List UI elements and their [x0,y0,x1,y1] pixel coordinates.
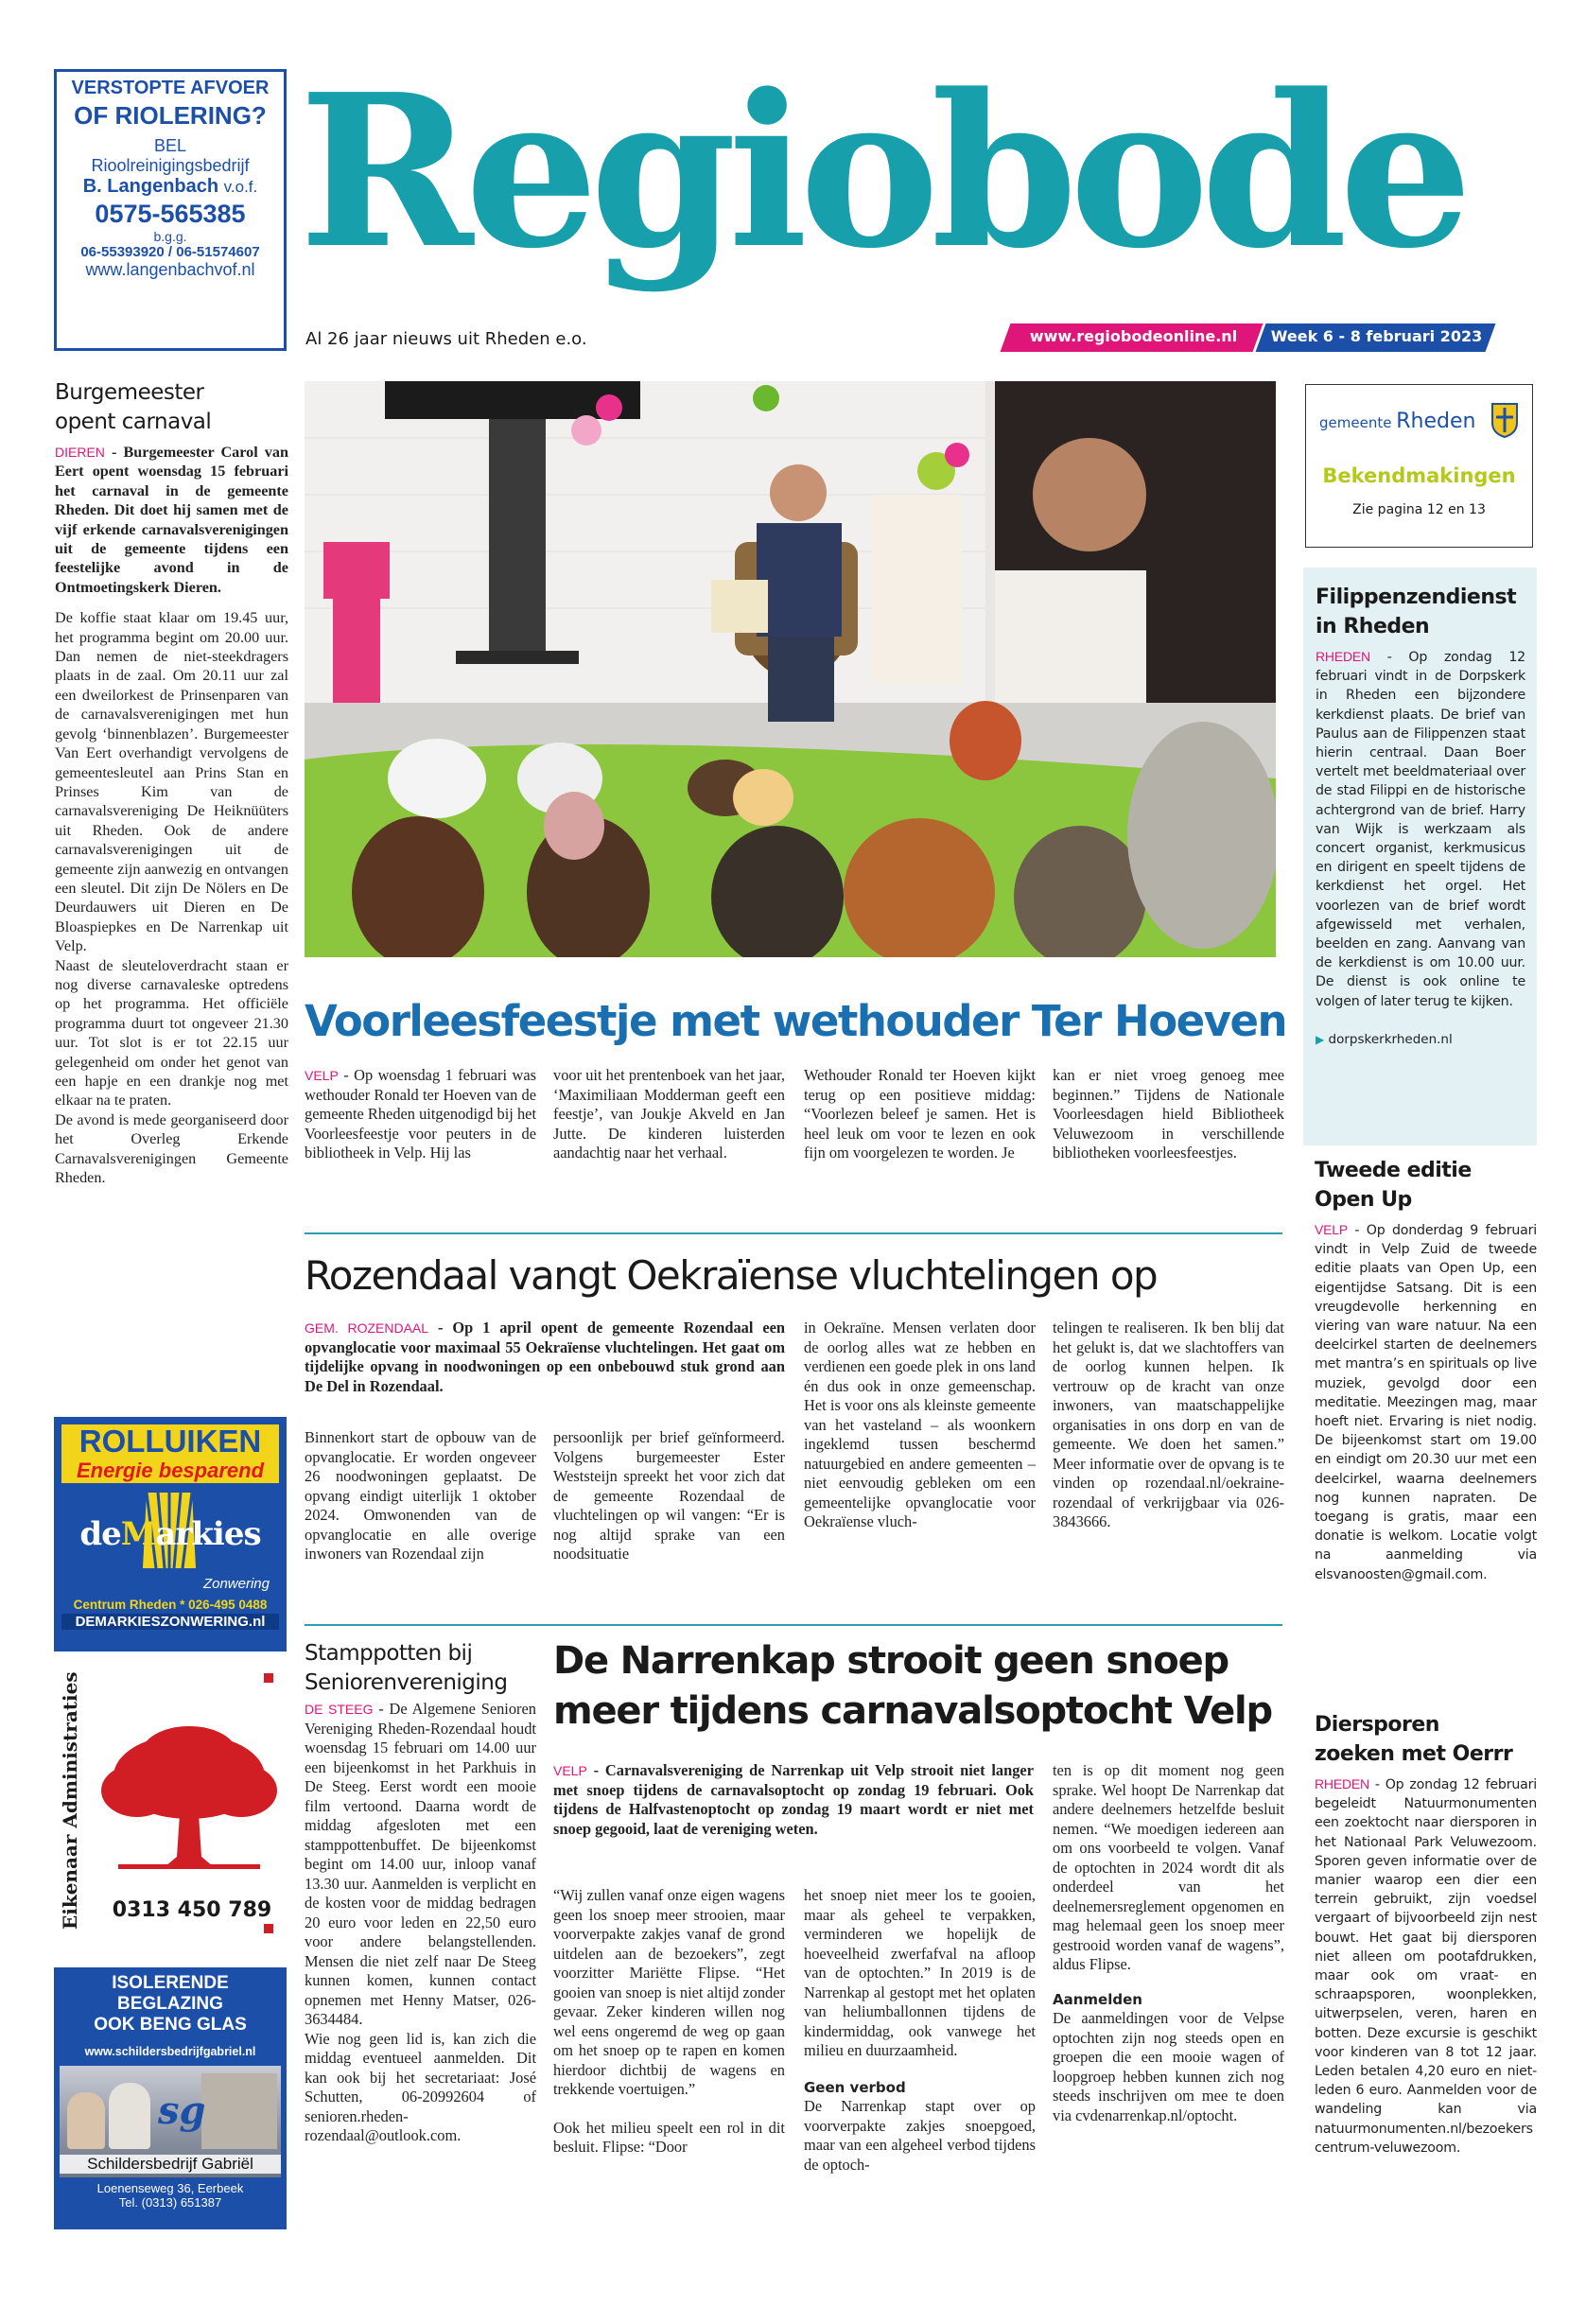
gemeente-label [1319,410,1475,433]
voorlees-col-3: Wethouder Ronald ter Hoeven kijkt terug op een positieve middag: “Voorlezen beleef je samen. Het is heel leuk om voor te lezen en ook fijn om voorgelezen te worden. Je [804,1066,1036,1162]
ad-rolluiken-title: ROLLUIKEN [61,1424,279,1459]
headline-diersporen-1: Diersporen [1315,1713,1439,1737]
headline-stamppotten-1: Stamppotten bij [305,1641,473,1666]
diersporen-body: - Op zondag 12 februari begeleidt Natuurmonumenten een zoektocht naar diersporen in het Nationaal Park Veluwezoom. Sporen geven informatie over de manier waarop een dier een terrein gebruikt, zijn voedsel vergaart of bijvoorbeeld zijn nest bouwt. Het gaat bij diersporen niet alleen om pootafdrukken, maar ook om vraat- en schraapsporen, woonplekken, uitwerpselen, veren, haren en botten. Deze excursie is geschikt voor kinderen van 8 tot 12 jaar. Leden betalen 4,20 euro en niet-leden 6 euro. Aanmelden voor de wandeling kan via natuurmonumenten.nl/bezoekers centrum-veluwezoom. [1315,1777,1537,2156]
paragraph: De avond is mede georganiseerd door het Overleg Erkende Carnavalsverenigingen Gemeente Rheden. [55,1110,288,1187]
article-stamppotten [305,1639,536,2146]
sidebar-diersporen [1305,1710,1537,2158]
divider [305,1624,1282,1626]
photo-voorleesfeestje [305,381,1276,957]
eikenaar-red-square-icon [264,1924,273,1933]
eikenaar-vertical-label: Eikenaar Administraties [59,1671,81,1930]
dateline-velp: VELP [553,1763,587,1778]
voorlees-col-4: kan er niet vroeg genoeg mee beginnen.” Tijdens de Nationale Voorleesdagen hield Bibliotheek Veluwezoom in verschillende bibliotheken voorleesfeestjes. [1053,1066,1284,1162]
article-burgemeester [55,378,288,1187]
ad-rolluiken-sub: Energie besparend [61,1459,279,1483]
dateline-gem-rozendaal: GEM. ROZENDAAL [305,1320,429,1336]
lead-text: - Burgemeester Carol van Eert opent woensdag 15 februari het carnaval in de gemeente Rheden. Dit doet hij samen met de vijf erkende carnavalsverenigingen uit de gemeente tijdens een feestelijke avond in de Ontmoetingskerk Dieren. [55,444,288,596]
filippenzen-body: - Op zondag 12 februari vindt in de Dorpskerk in Rheden een bijzondere kerkdienst plaats. De brief van Paulus aan de Filippenzen staat hierin centraal. Daan Boer vertelt met beeldmateriaal over de stad Filippi en de historische achtergrond van de brief. Harry van Wijk is werkzaam als concert organist, kerkmusicus en dirigent en speelt tijdens de kerkdienst het orgel. Het voorlezen van de brief wordt afgewisseld met verhalen, beelden en zang. Aanvang van de kerkdienst is om 10.00 uur. De dienst is ook online te volgen of later terug te kijken. [1316,650,1525,1009]
narrenkap-col-3 [1053,1761,1284,2125]
headline-openup-1: Tweede editie [1315,1159,1472,1182]
headline-stamppotten-2: Seniorenvereniging [305,1670,508,1695]
ad-eikenaar[interactable] [54,1668,287,1956]
headline-diersporen-2: zoeken met Oerrr [1315,1742,1513,1766]
ad-company-suffix: v.o.f. [223,178,258,196]
photo-illustration [305,381,1276,957]
headline-filippenzen-1: Filippenzendienst [1316,585,1517,609]
dateline-dieren: DIEREN [55,445,105,460]
ad-centrum: Centrum Rheden * 026-495 0488 [73,1598,268,1612]
ad-langenbach[interactable] [54,69,287,351]
eikenaar-phone: 0313 450 789 [112,1898,272,1922]
demarkies-wordmark [56,1515,285,1553]
paragraph: Naast de sleuteloverdracht staan er nog diverse carnavaleske optredens op het programma. Het officiële programma duurt tot ongeveer 21.30 uur. Tot slot is er tot 22.15 uur gelegenheid om onder het genot van een hapje en een drankje nog met elkaar na te praten. [55,956,288,1110]
gabriel-tel: Tel. (0313) 651387 [118,2195,222,2210]
oak-tree-icon [99,1724,279,1876]
filippenzen-link-text[interactable]: dorpskerkrheden.nl [1328,1031,1453,1047]
gemeente-rheden-box[interactable] [1305,384,1533,548]
ad-demarkies[interactable] [54,1417,287,1651]
brand-m: M [120,1515,156,1553]
rozendaal-lead-text: - Op 1 april opent de gemeente Rozendaal een opvanglocatie voor maximaal 55 Oekraïense vluchtelingen. Het gaat om tijdelijke opvang in noodwoningen op een onbebouwd stuk grond aan De Del in Rozendaal. [305,1319,785,1395]
gabriel-photo [60,2066,281,2177]
ad-company [57,176,284,198]
gabriel-line1: ISOLERENDE [112,1973,229,1993]
ad-line2: OF RIOLERING? [74,101,267,130]
narrenkap-col-3-paragraph-1: ten is op dit moment nog geen sprake. Wel hoopt De Narrenkap dat andere deelnemers hetzelfde besluit nemen. “We moedigen iedereen aan om ons voorbeeld te volgen. Vanaf de optochten in 2024 wordt dit als onderdeel van het deelnemersreglement opgenomen en mag helemaal geen los snoep meer gestrooid worden vanaf de wagens”, aldus Flipse. [1053,1761,1284,1973]
rozendaal-col-2: persoonlijk per brief geïnformeerd. Volgens burgemeester Ester Weststeijn spreekt het voor zich dat de gemeente Rozendaal de vluchtelingen op wil vangen: “Er is nog altijd sprake van een noodsituatie [553,1428,785,1563]
dateline-rheden: RHEDEN [1315,1776,1369,1791]
headline-narrenkap [553,1636,1291,1737]
narrenkap-col-2-paragraph-2: De Narrenkap stapt over op voorverpakte zakjes snoepgoed, maar van een algeheel verbod tijdens de optoch- [804,2097,1036,2174]
ad-company-name: B. Langenbach [82,176,219,197]
openup-body: - Op donderdag 9 februari vindt in Velp Zuid de tweede editie plaats van Open Up, een eigentijdse Satsang. Dit is een vreugdevolle herkenning en viering van ware natuur. Na een deelcirkel starten de deelnemers met mantra’s en spirituals op live muziek, gevolgd door een meditatie. Meezingen mag, maar hoeft niet. Ervaring is niet nodig. De bijeenkomst start om 19.00 en eindigt om 20.30 uur met een deelcirkel, waarna deelnemers nog kunnen napraten. De toegang is gratis, maar een donatie is welkom. Locatie volgt na aanmelding via elsvanoosten@gmail.com. [1315,1223,1537,1582]
zie-pagina-label: Zie pagina 12 en 13 [1352,502,1486,517]
ad-schildersbedrijf-gabriel[interactable] [54,1967,287,2229]
narrenkap-lead-text: - Carnavalsvereniging de Narrenkap uit Velp strooit niet langer met snoep tijdens de carnavalsoptocht op zondag 19 februari. Ook tijdens de Halfvastenoptocht op zondag 19 maart wordt er niet met snoep gegooid, laat de vereniging weten. [553,1761,1034,1838]
ad-bgg: b.g.g. [153,229,187,244]
gemeente-crest-icon [1490,402,1519,438]
edition-date: Week 6 - 8 februari 2023 [1270,327,1483,345]
ad-mobiles: 06-55393920 / 06-51574607 [80,244,260,260]
stamppotten-text-2: Wie nog geen lid is, kan zich die middag eventueel aanmelden. Dit kan ook bij het secretariaat: José Schutten, 06-20992604 of senioren.rheden-rozendaal@outlook.com. [305,2029,536,2144]
headline-openup-2: Open Up [1315,1188,1412,1212]
website-link[interactable]: www.regiobodeonline.nl [1029,327,1238,345]
masthead-tagline: Al 26 jaar nieuws uit Rheden e.o. [305,329,587,349]
narrenkap-col-1 [553,1886,785,2158]
voorlees-col-2: voor uit het prentenboek van het jaar, ‘Maximiliaan Modderman geeft een feestje’, van Joukje Akveld en Jan Jutte. De kinderen luisterden aandachtig naar het verhaal. [553,1066,785,1162]
narrenkap-lead [553,1761,1034,1839]
subhead-geen-verbod: Geen verbod [804,2078,906,2096]
ad-line1: VERSTOPTE AFVOER [71,78,270,98]
ad-zonwering: Zonwering [202,1576,270,1592]
demarkies-logo [56,1487,285,1580]
arrow-right-icon: ▶ [1316,1032,1325,1046]
narrenkap-col-1-paragraph-1: “Wij zullen vanaf onze eigen wagens geen los snoep meer strooien, maar voorverpakte zakjes vanaf de grond uitdelen aan de bezoekers”, zegt voorzitter Mariëtte Flipse. “Het gooien van snoep is niet altijd zonder gevaar. Zeker kinderen willen nog wel eens ongeremd de weg op gaan om het snoep op te rapen en komen hierdoor dichtbij de wagens en trekkende voertuigen.” [553,1886,785,2098]
gabriel-url[interactable]: www.schildersbedrijfgabriel.nl [84,2045,256,2058]
subhead-aanmelden: Aanmelden [1053,1990,1142,2008]
dateline-de-steeg: DE STEEG [305,1702,374,1717]
ad-demarkies-url[interactable]: DEMARKIESZONWERING.nl [61,1614,279,1630]
gabriel-name: Schildersbedrijf Gabriël [60,2155,281,2174]
gabriel-logo: sg [158,2088,206,2133]
voorlees-text-1: - Op woensdag 1 februari was wethouder Ronald ter Hoeven van de gemeente Rheden uitgenodigd bij het Voorleesfeestje voor peuters in de bibliotheek in Velp. Hij las [305,1066,536,1162]
stamppotten-text [305,1700,536,2030]
rozendaal-col-3: in Oekraïne. Mensen verlaten door de oorlog alles wat ze hebben en verdienen een goede plek in ons land én dus ook in onze gemeenschap. Het is voor ons als kleinste gemeente van het vasteland – als woonkern ingeklemd tussen beschermd natuurgebied en andere gemeenten – niet eenvoudig gebleken om een gemeentelijke opvanglocatie voor Oekraïense vluch- [804,1319,1036,1530]
masthead-title: Regiobode [299,49,1465,295]
lead-burgemeester [55,443,288,597]
sidebar-filippenzen [1303,568,1537,1145]
gabriel-line3: OOK BENG GLAS [94,2015,247,2035]
gabriel-line2: BEGLAZING [117,1994,223,2014]
headline-narrenkap-1: De Narrenkap strooit geen snoep [553,1639,1229,1683]
voorlees-col-1 [305,1066,536,1163]
filippenzen-link[interactable] [1316,1032,1525,1047]
headline-narrenkap-2: meer tijdens carnavalsoptocht Velp [553,1689,1272,1733]
gemeente-word: gemeente [1319,414,1392,431]
ad-phone: 0575-565385 [95,200,246,228]
filippenzen-text [1316,647,1525,1011]
rozendaal-lead [305,1319,785,1396]
rozendaal-col-1: Binnenkort start de opbouw van de opvanglocatie. Er worden ongeveer 26 noodwoningen geplaatst. De opvang eindigt uiterlijk 1 oktober 2024. Omwonenden van de opvanglocatie en alle overige inwoners van Rozendaal zijn [305,1428,536,1563]
dateline-velp: VELP [305,1068,339,1083]
ad-line4: Rioolreinigingsbedrijf [91,156,250,175]
dateline-velp: VELP [1315,1222,1348,1237]
headline-filippenzen-2: in Rheden [1316,615,1430,638]
narrenkap-col-2 [804,1886,1036,2175]
headline-voorleesfeestje: Voorleesfeestje met wethouder Ter Hoeven [305,996,1287,1046]
gemeente-name: Rheden [1396,410,1476,433]
headline-burgemeester-2: opent carnaval [55,410,212,434]
narrenkap-col-2-paragraph-1: het snoep niet meer los te gooien, maar als geheel te verpakken, verminderen we hopelijk de hoeveelheid zwerfafval na afloop van de optochten.” In 2019 is de Narrenkap al gestopt met het oplaten van heliumballonnen tijdens de kindermiddag, ook vanwege het milieu en duurzaamheid. [804,1886,1036,2059]
divider [305,1232,1282,1234]
brand-arkies: arkies [155,1515,261,1553]
narrenkap-col-3-paragraph-2: De aanmeldingen voor de Velpse optochten zijn nog steeds open en groepen die een mooie wagen of loopgroep hebben kunnen zich nog steeds inschrijven om mee te doen via cvdenarrenkap.nl/optocht. [1053,2009,1284,2124]
bekendmakingen-label: Bekendmakingen [1322,464,1516,487]
rozendaal-col-4: telingen te realiseren. Ik ben blij dat het gelukt is, dat we slachtoffers van de oorlog kunnen helpen. Ik vertrouw op de kracht van onze inwoners, van maatschappelijke organisaties in ons dorp en van de gemeente. We doen het samen.” Meer informatie over de opvang is te vinden op rozendaal.nl/oekraine-rozendaal of verkrijgbaar via 026-3843666. [1053,1319,1284,1530]
paragraph: De koffie staat klaar om 19.45 uur, het programma begint om 20.00 uur. Dan nemen de niet-steekdragers plaats in de zaal. Om 20.11 uur zal een dweilorkest de Prinsenparen van de carnavalsverenigingen met hun gevolg ‘binnenblazen’. Burgemeester Van Eert overhandigt vervolgens de gemeentesleutel aan Prins Stan en Prinses Kim van de carnavalsvereniging De Heiknüüters uit Rheden. Ook de andere carnavalsverenigingen uit de gemeente zijn aanwezig en ontvangen een sleutel. Dit zijn De Nölers en De Deurdauwers uit Dieren en De Bloaspiepkes en De Narrenkap uit Velp. [55,609,288,955]
brand-de: de [79,1515,121,1553]
openup-text [1315,1220,1537,1584]
ad-line3: BEL [153,136,187,155]
narrenkap-col-1-paragraph-2: Ook het milieu speelt een rol in dit besluit. Flipse: “Door [553,2118,785,2156]
headline-burgemeester-1: Burgemeester [55,380,204,405]
diersporen-text [1315,1774,1537,2158]
headline-rozendaal: Rozendaal vangt Oekraïense vluchtelingen op [305,1252,1158,1299]
dateline-rheden: RHEDEN [1316,649,1370,664]
sidebar-openup [1305,1156,1537,1584]
gabriel-address: Loenenseweg 36, Eerbeek [96,2181,244,2195]
eikenaar-red-square-icon [264,1673,273,1683]
stamppotten-text-1: - De Algemene Senioren Vereniging Rheden-Rozendaal houdt woensdag 15 februari om 14.00 uur een bijeenkomst in het Parkhuis in De Steeg. Eerst wordt een mooie film vertoond. Daarna wordt de middag afgesloten met een stamppottenbuffet. De bijeenkomst begint om 14.00 uur, inloop vanaf 13.30 uur. Aanmelden is verplicht en de kosten voor de middag bedragen 20 euro voor leden en 22,50 euro voor andere belangstellenden. Mensen die niet zelf naar De Steeg kunnen komen, kunnen contact opnemen met Henny Matser, 026-3634484. [305,1700,536,2028]
ad-url[interactable]: www.langenbachvof.nl [85,260,255,279]
